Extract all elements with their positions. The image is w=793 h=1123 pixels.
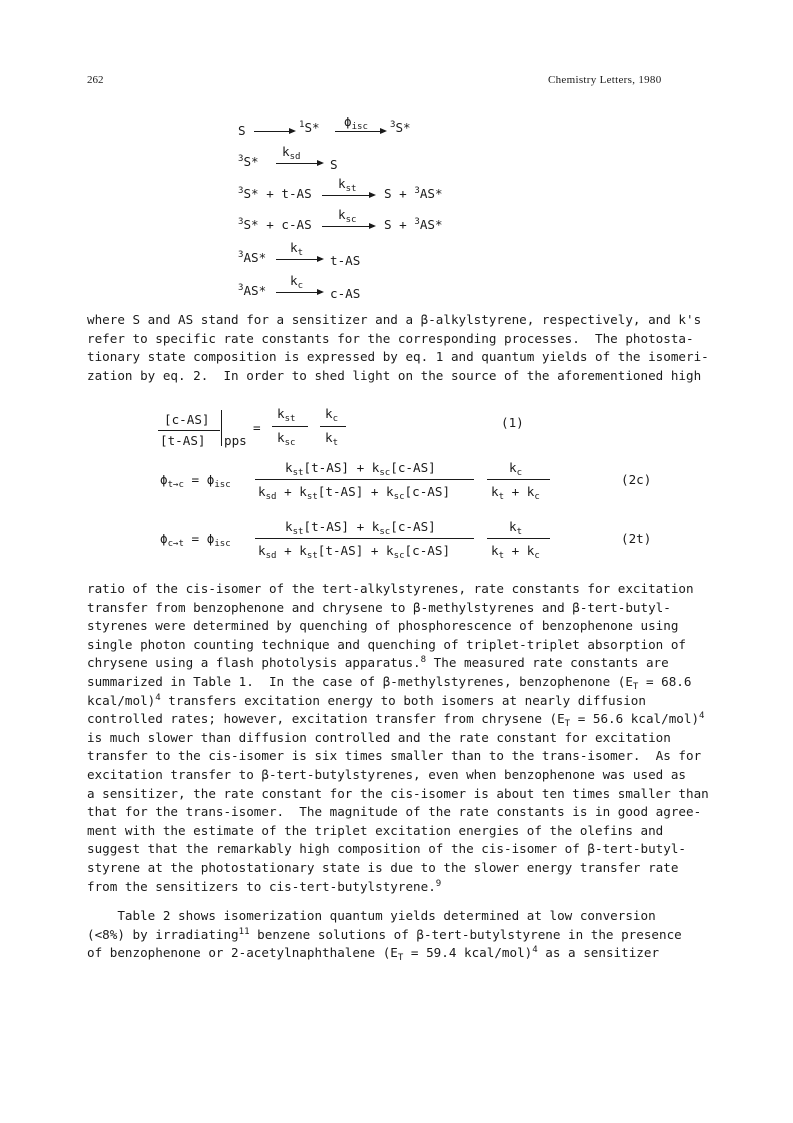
eq2c-bar2 bbox=[487, 479, 550, 480]
text-line: summarized in Table 1. In the case of β-methylstyrenes, benzophenone ($E_T = 68.6$ bbox=[87, 673, 692, 693]
eq1-kst: $k_{st}$ bbox=[277, 406, 296, 425]
r1-label: $\phi_{isc}$ bbox=[344, 114, 368, 133]
eq2c-number: (2c) bbox=[621, 472, 652, 487]
r5-lhs: $^3$AS* bbox=[238, 250, 267, 265]
text-line: refer to specific rate constants for the corresponding processes. The photosta- bbox=[87, 330, 694, 346]
text-line: zation by eq. 2. In order to shed light on the source of the aforementioned high bbox=[87, 367, 702, 383]
eq2t-lhs: $\phi_{c\to t} = \phi_{isc}$ bbox=[160, 531, 231, 550]
eq1-kc: $k_c$ bbox=[325, 406, 339, 425]
r6-arrow bbox=[276, 292, 322, 293]
r3-label: $k_{st}$ bbox=[338, 176, 357, 195]
eq2t-den: $k_{sd} + k_{st}[t-AS] + k_{sc}[c-AS]$ bbox=[258, 543, 451, 562]
page-number: 262 bbox=[87, 74, 104, 86]
r4-label: $k_{sc}$ bbox=[338, 207, 357, 226]
r6-lhs: $^3$AS* bbox=[238, 283, 267, 298]
eq1-kt: $k_t$ bbox=[325, 430, 339, 449]
eq2t-num: $k_{st}[t-AS] + k_{sc}[c-AS]$ bbox=[285, 519, 436, 538]
eq1-equals: = bbox=[253, 420, 261, 435]
text-line: transfer from benzophenone and chrysene to β-methylstyrenes and β-tert-butyl- bbox=[87, 599, 671, 615]
r1-rhs: $^3$S* bbox=[390, 120, 411, 135]
eq1-pps: pps bbox=[224, 433, 247, 448]
text-line: ment with the estimate of the triplet excitation energies of the olefins and bbox=[87, 822, 664, 838]
text-line: (<8%) by irradiating$^{11}$ benzene solutions of β-tert-butylstyrene in the presence bbox=[87, 926, 682, 942]
text-line: of benzophenone or 2-acetylnaphthalene ($E_T = 59.4$ kcal/mol)$^4$ as a sensitizer bbox=[87, 945, 660, 964]
text-line: transfer to the cis-isomer is six times smaller than to the trans-isomer. As for bbox=[87, 748, 702, 764]
eq1-number: (1) bbox=[501, 415, 524, 430]
text-line: is much slower than diffusion controlled and the rate constant for excitation bbox=[87, 729, 671, 745]
journal-header: Chemistry Letters, 1980 bbox=[548, 74, 662, 86]
eq2t-ktop: $k_t$ bbox=[509, 519, 523, 538]
r1-arrow1 bbox=[254, 131, 294, 132]
text-line: styrene at the photostationary state is due to the slower energy transfer rate bbox=[87, 859, 679, 875]
eq1-den: [t-AS] bbox=[160, 433, 206, 448]
eq2t-number: (2t) bbox=[621, 531, 652, 546]
text-line: kcal/mol)$^4$ transfers excitation energy to both isomers at nearly diffusion bbox=[87, 692, 646, 708]
r3-rhs: S + $^3$AS* bbox=[384, 186, 443, 201]
r4-arrow bbox=[322, 226, 374, 227]
paragraph-2 bbox=[87, 580, 717, 896]
text-line: that for the trans-isomer. The magnitude of the rate constants is in good agree- bbox=[87, 804, 702, 820]
text-line: controlled rates; however, excitation transfer from chrysene ($E_T = 56.6$ kcal/mol)$^4$ bbox=[87, 711, 705, 730]
eq1-kbar1 bbox=[272, 426, 308, 427]
eq1-kbar2 bbox=[320, 426, 346, 427]
text-line: ratio of the cis-isomer of the tert-alkylstyrenes, rate constants for excitation bbox=[87, 581, 694, 596]
text-line: single photon counting technique and quenching of triplet-triplet absorption of bbox=[87, 636, 686, 652]
eq2t-bar2 bbox=[487, 538, 550, 539]
r1-mid: $^1$S* bbox=[299, 120, 320, 135]
r2-label: $k_{sd}$ bbox=[282, 144, 301, 163]
eq2c-den: $k_{sd} + k_{st}[t-AS] + k_{sc}[c-AS]$ bbox=[258, 484, 451, 503]
eq2c-bar1 bbox=[255, 479, 474, 480]
eq2t-kden: $k_t + k_c$ bbox=[491, 543, 540, 562]
text-line: from the sensitizers to cis-tert-butylstyrene.$^9$ bbox=[87, 878, 442, 894]
text-line: where S and AS stand for a sensitizer and a β-alkylstyrene, respectively, and k's bbox=[87, 312, 702, 327]
text-line: tionary state composition is expressed by eq. 1 and quantum yields of the isomeri- bbox=[87, 349, 709, 365]
eq1-frac-bar bbox=[158, 430, 220, 431]
r1-arrow2 bbox=[335, 131, 385, 132]
eq2c-kden: $k_t + k_c$ bbox=[491, 484, 540, 503]
eq1-ksc: $k_{sc}$ bbox=[277, 430, 296, 449]
eq1-num: [c-AS] bbox=[164, 412, 210, 427]
r6-label: $k_c$ bbox=[290, 273, 304, 292]
r4-lhs: $^3$S* + c-AS bbox=[238, 217, 312, 232]
text-line: Table 2 shows isomerization quantum yields determined at low conversion bbox=[87, 908, 656, 923]
r6-rhs: c-AS bbox=[330, 286, 361, 301]
paragraph-1 bbox=[87, 311, 717, 385]
eq1-eval-bar bbox=[221, 410, 222, 446]
r5-rhs: t-AS bbox=[330, 253, 361, 268]
r2-arrow bbox=[276, 163, 322, 164]
r3-arrow bbox=[322, 195, 374, 196]
text-line: excitation transfer to β-tert-butylstyrenes, even when benzophenone was used as bbox=[87, 766, 686, 782]
eq2t-bar1 bbox=[255, 538, 474, 539]
r1-lhs: S bbox=[238, 123, 246, 138]
r4-rhs: S + $^3$AS* bbox=[384, 217, 443, 232]
text-line: suggest that the remarkably high composition of the cis-isomer of β-tert-butyl- bbox=[87, 841, 686, 857]
r2-lhs: $^3$S* bbox=[238, 154, 259, 169]
text-line: chrysene using a flash photolysis apparatus.$^8$ The measured rate constants are bbox=[87, 655, 669, 671]
eq2c-lhs: $\phi_{t\to c} = \phi_{isc}$ bbox=[160, 472, 231, 491]
eq2c-num: $k_{st}[t-AS] + k_{sc}[c-AS]$ bbox=[285, 460, 436, 479]
eq2c-ktop: $k_c$ bbox=[509, 460, 523, 479]
text-line: styrenes were determined by quenching of phosphorescence of benzophenone using bbox=[87, 618, 679, 634]
paragraph-3 bbox=[87, 907, 717, 963]
r5-label: $k_t$ bbox=[290, 240, 304, 259]
r5-arrow bbox=[276, 259, 322, 260]
r3-lhs: $^3$S* + t-AS bbox=[238, 186, 312, 201]
text-line: a sensitizer, the rate constant for the cis-isomer is about ten times smaller than bbox=[87, 785, 709, 801]
r2-rhs: S bbox=[330, 157, 338, 172]
